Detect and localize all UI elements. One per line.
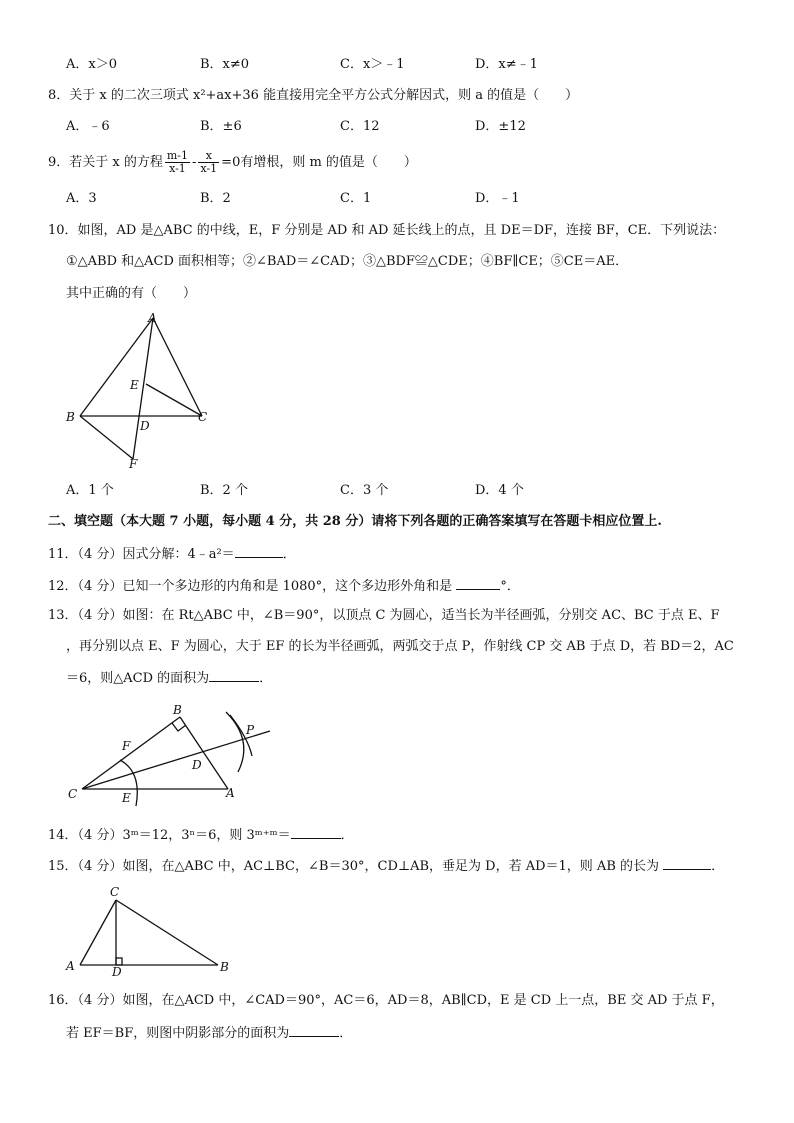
q11: [48, 545, 296, 564]
q10-option-d: D．4 个: [475, 483, 524, 498]
q11-tail: ．: [282, 547, 296, 562]
q8-option-d: D．±12: [475, 119, 526, 134]
q13-label-d: D: [192, 758, 202, 772]
q13-label-f: F: [122, 739, 131, 753]
q9-minus: -: [192, 155, 197, 170]
q9-option-a: A．3: [66, 191, 97, 206]
q9-stem-post: =0有增根，则 m 的值是（ ）: [221, 155, 417, 170]
q10-option-b: B．2 个: [200, 483, 248, 498]
q13-label-p: P: [246, 723, 255, 737]
q13-label-c: C: [68, 787, 78, 801]
q15-label-b: B: [220, 960, 229, 974]
q9-frac2-num: x: [198, 150, 219, 163]
q13-line1: 13．（4 分）如图：在 Rt△ABC 中，∠B＝90°，以顶点 C 为圆心，适当长为半径画弧，分别交 AC、BC 于点 E、F: [48, 608, 720, 623]
q7-option-c: C．x＞﹣1: [340, 57, 405, 72]
q13-segment-ba: [180, 717, 228, 789]
q15-segment-ca: [80, 900, 116, 965]
q10-statements: ①△ABD 和△ACD 面积相等；②∠BAD＝∠CAD；③△BDF≌△CDE；④BF∥CE；⑤CE＝AE．: [66, 254, 629, 269]
q13-figure: [62, 700, 282, 810]
q15-answer-blank: [663, 857, 711, 870]
q14-answer-blank: [291, 826, 341, 839]
q13-segment-cb: [82, 717, 180, 789]
q15-label-c: C: [110, 885, 120, 899]
q11-answer-blank: [235, 545, 283, 558]
q9-frac1-num: m-1: [166, 149, 189, 162]
q9-frac1-den: x-1: [169, 162, 186, 175]
q13-label-a: A: [226, 786, 235, 800]
q10-segment-ab: [80, 318, 153, 416]
q10-ask: 其中正确的有（ ）: [66, 286, 197, 301]
q8-stem: 8．关于 x 的二次三项式 x²+ax+36 能直接用完全平方公式分解因式，则 a 的值是（ ）: [48, 88, 579, 103]
q11-text: 11．（4 分）因式分解：4﹣a²＝: [48, 547, 235, 562]
q13-right-angle-mark: [172, 723, 186, 731]
q16-answer-blank: [289, 1024, 339, 1037]
q15-text: 15．（4 分）如图，在△ABC 中，AC⊥BC，∠B＝30°，CD⊥AB，垂足为 D，若 AD＝1，则 AB 的长为: [48, 859, 660, 874]
q10-label-d: D: [140, 419, 150, 433]
q15-figure: [62, 882, 242, 977]
q10-label-b: B: [66, 410, 75, 424]
q9-fraction-2: [198, 150, 219, 175]
q15-segment-cb: [116, 900, 218, 965]
q15-tail: ．: [711, 859, 725, 874]
q10-figure: [60, 310, 220, 475]
q15-label-d: D: [112, 965, 122, 979]
q16-line2-text: 若 EF＝BF，则图中阴影部分的面积为: [66, 1026, 290, 1041]
q15: [48, 857, 724, 876]
q14: [48, 826, 354, 845]
q14-tail: ．: [340, 828, 354, 843]
q16-line1: 16．（4 分）如图，在△ACD 中，∠CAD＝90°，AC＝6，AD＝8，AB∥CD，E 是 CD 上一点，BE 交 AD 于点 F，: [48, 993, 724, 1008]
q10-label-a: A: [148, 311, 157, 325]
q7-option-d: D．x≠﹣1: [475, 57, 538, 72]
q13-ray-cp: [82, 731, 270, 789]
q16-tail: ．: [339, 1026, 353, 1041]
q10-stem: 10．如图，AD 是△ABC 的中线，E，F 分别是 AD 和 AD 延长线上的点，且 DE＝DF，连接 BF，CE．下列说法：: [48, 223, 726, 238]
q13-label-e: E: [122, 791, 131, 805]
q13-line3: [66, 669, 272, 688]
q9-option-d: D．﹣1: [475, 191, 520, 206]
q15-right-angle-mark: [116, 958, 122, 965]
section2-heading: 二、填空题（本大题 7 小题，每小题 4 分，共 28 分）请将下列各题的正确答案填写在答题卡相应位置上.: [48, 514, 662, 529]
q9-stem-pre: 9．若关于 x 的方程: [48, 155, 163, 170]
q7-option-a: A．x＞0: [66, 57, 117, 72]
q13-line3-text: ＝6，则△ACD 的面积为: [66, 671, 210, 686]
q13-tail: ．: [259, 671, 273, 686]
q8-option-c: C．12: [340, 119, 380, 134]
q15-label-a: A: [66, 959, 75, 973]
q9-option-c: C．1: [340, 191, 372, 206]
q13-line2: ，再分别以点 E、F 为圆心，大于 EF 的长为半径画弧，两弧交于点 P，作射线 CP 交 AB 于点 D，若 BD＝2，AC: [66, 639, 734, 654]
q12-answer-blank: [456, 577, 500, 590]
q9-frac2-den: x-1: [200, 162, 218, 175]
q10-label-e: E: [130, 378, 139, 392]
q12-text: 12．（4 分）已知一个多边形的内角和是 1080°，这个多边形外角和是: [48, 579, 453, 594]
q7-option-b: B．x≠0: [200, 57, 250, 72]
q10-option-a: A．1 个: [66, 483, 114, 498]
q10-label-c: C: [198, 410, 208, 424]
q9-stem: [48, 150, 417, 175]
q12-tail: °．: [500, 579, 520, 594]
q10-segment-bf: [80, 416, 133, 459]
q10-label-f: F: [129, 457, 138, 471]
q13-label-b: B: [173, 703, 182, 717]
q16-line2: [66, 1024, 352, 1043]
q8-option-a: A．﹣6: [66, 119, 110, 134]
q10-option-c: C．3 个: [340, 483, 389, 498]
q9-fraction-1: [165, 150, 190, 175]
q9-option-b: B．2: [200, 191, 231, 206]
q8-option-b: B．±6: [200, 119, 242, 134]
q13-answer-blank: [209, 669, 259, 682]
q12: [48, 577, 520, 596]
q14-text: 14．（4 分）3ᵐ＝12，3ⁿ＝6，则 3ᵐ⁺ᵐ＝: [48, 828, 291, 843]
